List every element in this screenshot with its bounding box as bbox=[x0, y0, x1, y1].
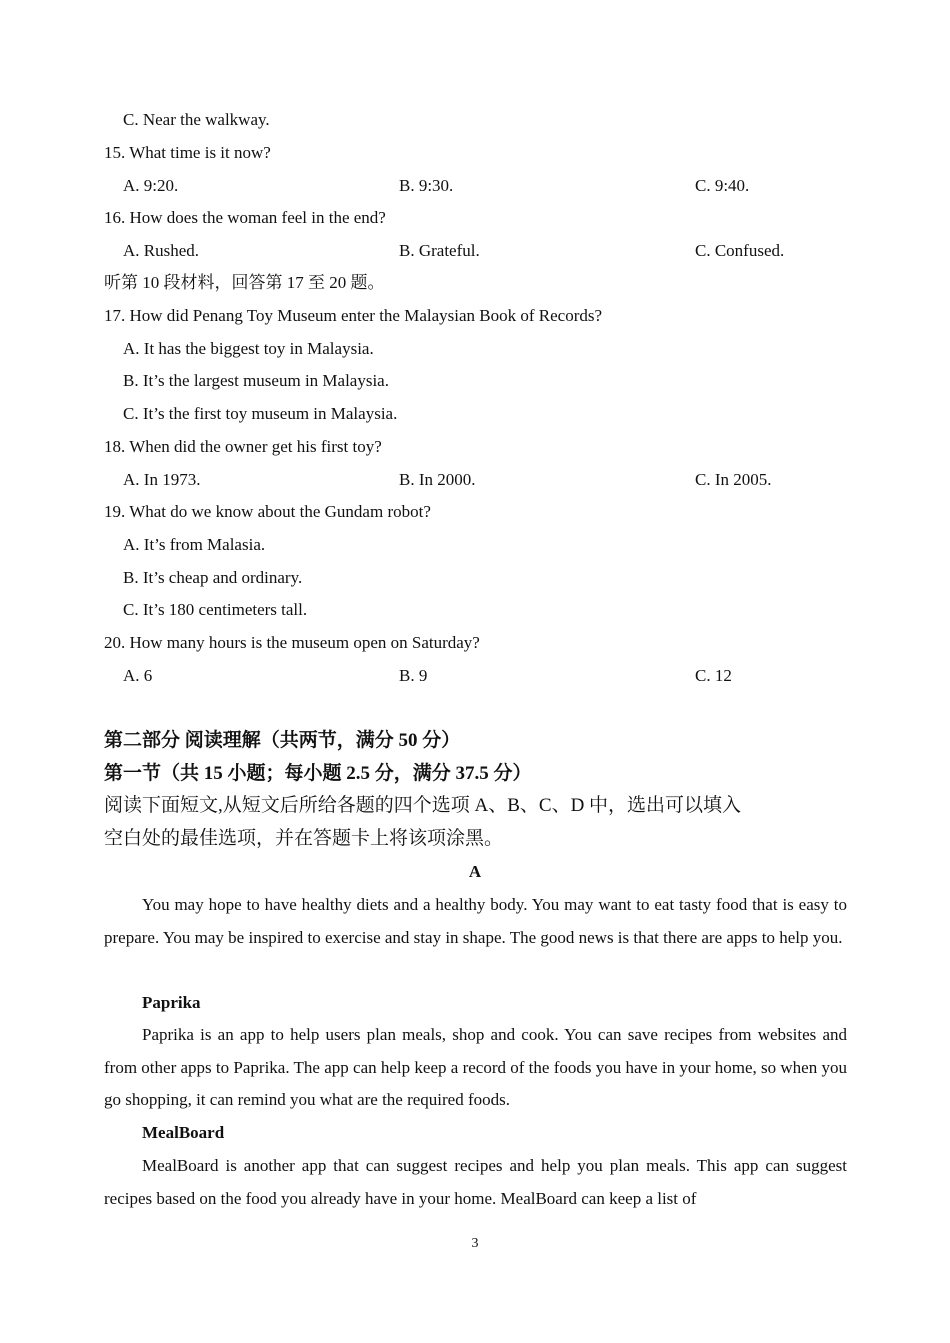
q19-option-a: A. It’s from Malasia. bbox=[123, 535, 266, 554]
q16-option-c: C. Confused. bbox=[695, 241, 785, 260]
app1-heading: Paprika bbox=[142, 993, 201, 1012]
q19-option-b: B. It’s cheap and ordinary. bbox=[123, 568, 303, 587]
q17-stem: 17. How did Penang Toy Museum enter the Malaysian Book of Records? bbox=[104, 306, 603, 325]
q20-stem: 20. How many hours is the museum open on Saturday? bbox=[104, 633, 480, 652]
q20-option-c: C. 12 bbox=[695, 666, 732, 685]
passage-label: A bbox=[468, 862, 482, 881]
section-10-instruction: 听第 10 段材料，回答第 17 至 20 题。 bbox=[104, 273, 385, 292]
q16-stem: 16. How does the woman feel in the end? bbox=[104, 208, 386, 227]
instructions-line-2: 空白处的最佳选项，并在答题卡上将该项涂黑。 bbox=[104, 828, 504, 849]
q18-option-b: B. In 2000. bbox=[399, 470, 476, 489]
intro-paragraph: You may hope to have healthy diets and a healthy body. You may want to eat tasty food that is easy to prepare. You may be inspired to exercise and stay in shape. The good news is that there are apps to help you. bbox=[104, 895, 847, 947]
q18-stem: 18. When did the owner get his first toy? bbox=[104, 437, 382, 456]
q15-option-a: A. 9:20. bbox=[123, 176, 179, 195]
q15-option-c: C. 9:40. bbox=[695, 176, 750, 195]
q19-option-c: C. It’s 180 centimeters tall. bbox=[123, 600, 308, 619]
q14-option-c: C. Near the walkway. bbox=[123, 110, 270, 129]
q15-option-b: B. 9:30. bbox=[399, 176, 454, 195]
app2-heading: MealBoard bbox=[142, 1123, 225, 1142]
q20-option-b: B. 9 bbox=[399, 666, 428, 685]
q15-stem: 15. What time is it now? bbox=[104, 143, 271, 162]
q16-option-b: B. Grateful. bbox=[399, 241, 480, 260]
part-two-title: 第二部分 阅读理解（共两节，满分 50 分） bbox=[104, 730, 461, 751]
q17-option-b: B. It’s the largest museum in Malaysia. bbox=[123, 371, 389, 390]
instructions-line-1: 阅读下面短文,从短文后所给各题的四个选项 A、B、C、D 中，选出可以填入 bbox=[104, 795, 742, 816]
app2-paragraph: MealBoard is another app that can suggest recipes and help you plan meals. This app can suggest recipes based on the food you already have in your home. MealBoard can keep a list of bbox=[104, 1156, 847, 1208]
app1-paragraph: Paprika is an app to help users plan meals, shop and cook. You can save recipes from websites and from other apps to Paprika. The app can help keep a record of the foods you have in your home, so when you go shopping, it can remind you what are the required foods. bbox=[104, 1025, 847, 1110]
q16-option-a: A. Rushed. bbox=[123, 241, 200, 260]
q19-stem: 19. What do we know about the Gundam robot? bbox=[104, 502, 431, 521]
section-one-title: 第一节（共 15 小题；每小题 2.5 分，满分 37.5 分） bbox=[104, 763, 532, 784]
q18-option-a: A. In 1973. bbox=[123, 470, 201, 489]
q18-option-c: C. In 2005. bbox=[695, 470, 772, 489]
q17-option-a: A. It has the biggest toy in Malaysia. bbox=[123, 339, 374, 358]
page-number: 3 bbox=[471, 1236, 479, 1251]
q17-option-c: C. It’s the first toy museum in Malaysia. bbox=[123, 404, 398, 423]
q20-option-a: A. 6 bbox=[123, 666, 153, 685]
